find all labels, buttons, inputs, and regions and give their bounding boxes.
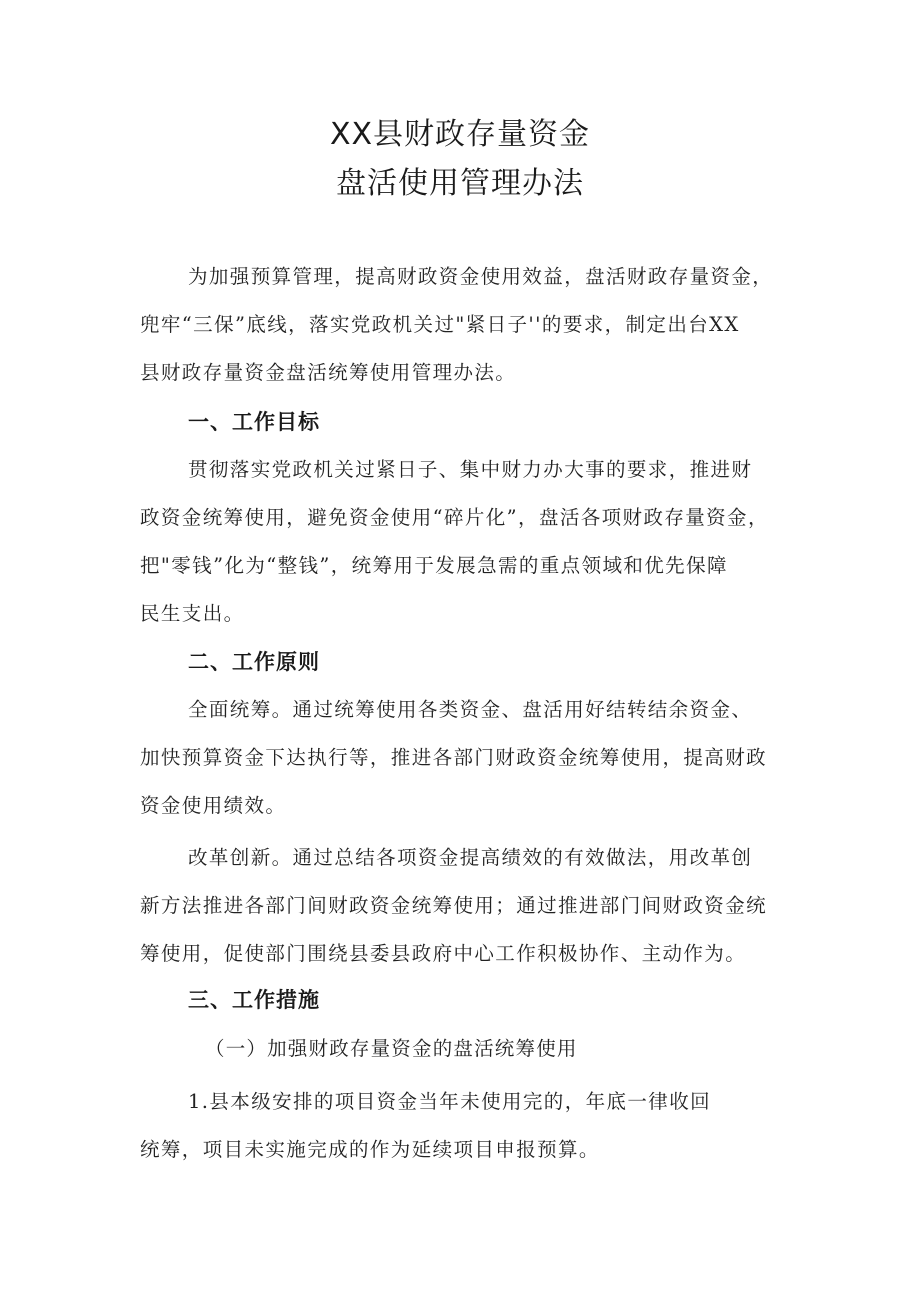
section-heading-measures: 三、工作措施 [188, 988, 320, 1012]
intro-line: 兜牢“三保”底线，落实党政机关过"紧日子''的要求，制定出台XX [140, 313, 740, 336]
document-title-line-1: XX县财政存量资金 [329, 117, 591, 152]
goals-line: 民生支出。 [140, 602, 245, 625]
intro-line: 县财政存量资金盘活统筹使用管理办法。 [140, 361, 517, 384]
principles-line: 新方法推进各部门间财政资金统筹使用；通过推进部门间财政资金统 [140, 894, 768, 917]
section-heading-goals: 一、工作目标 [188, 410, 320, 434]
intro-paragraph [140, 253, 790, 397]
section-heading-principles: 二、工作原则 [188, 650, 320, 674]
goals-line: 把"零钱”化为“整钱”，统筹用于发展急需的重点领域和优先保障 [140, 554, 728, 577]
intro-line: 为加强预算管理，提高财政资金使用效益，盘活财政存量资金， [188, 265, 774, 288]
principles-line: 改革创新。通过总结各项资金提高绩效的有效做法，用改革创 [188, 846, 753, 869]
measures-subheading: （一）加强财政存量资金的盘活统筹使用 [205, 1037, 578, 1060]
measures-item-1 [140, 1078, 790, 1174]
goals-line: 贯彻落实党政机关过紧日子、集中财力办大事的要求，推进财 [188, 458, 753, 481]
principles-paragraph-2 [140, 834, 790, 978]
principles-line: 筹使用，促使部门围绕县委县政府中心工作积极协作、主动作为。 [140, 942, 747, 965]
goals-line: 政资金统筹使用，避免资金使用“碎片化”，盘活各项财政存量资金， [140, 506, 769, 529]
principles-paragraph-1 [140, 686, 790, 830]
principles-line: 加快预算资金下达执行等，推进各部门财政资金统筹使用，提高财政 [140, 746, 768, 769]
principles-line: 全面统筹。通过统筹使用各类资金、盘活用好结转结余资金、 [188, 698, 753, 721]
measures-line: 1.县本级安排的项目资金当年未使用完的，年底一律收回 [188, 1090, 712, 1113]
measures-line: 统筹，项目未实施完成的作为延续项目申报预算。 [140, 1138, 600, 1161]
document-title-line-2: 盘活使用管理办法 [336, 166, 584, 201]
principles-line: 资金使用绩效。 [140, 794, 287, 817]
goals-paragraph [140, 446, 790, 638]
